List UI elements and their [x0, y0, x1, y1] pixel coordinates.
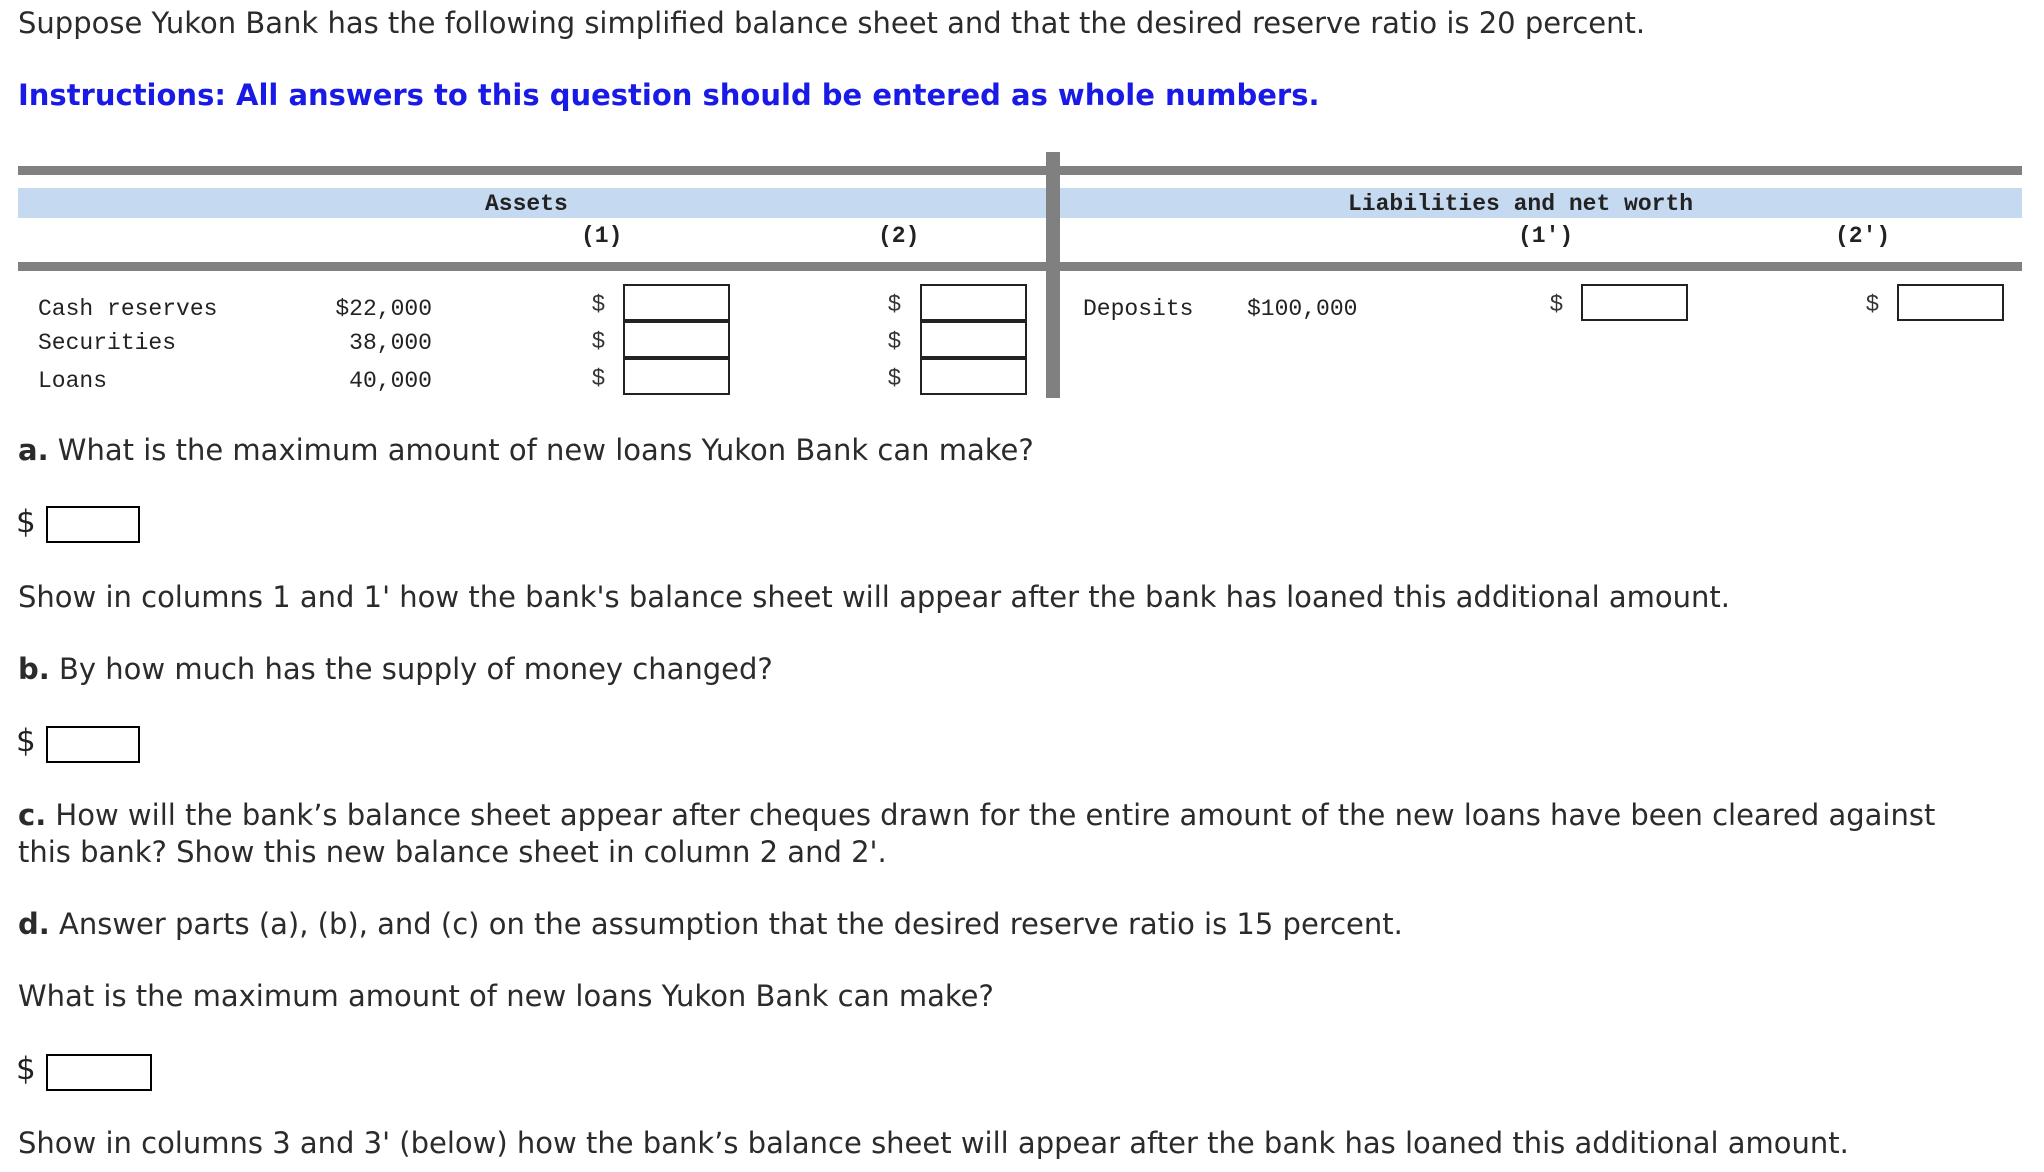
question-c-line2: this bank? Show this new balance sheet in column 2 and 2'. — [18, 835, 887, 869]
answer-d-input[interactable] — [46, 1054, 152, 1091]
currency-sign: $ — [888, 290, 901, 316]
row-label-loans: Loans — [38, 368, 108, 394]
row-value-securities: 38,000 — [349, 330, 432, 356]
row-value-deposits: $100,000 — [1247, 296, 1358, 322]
currency-sign: $ — [1550, 290, 1563, 316]
cash-reserves-col2-input[interactable] — [920, 284, 1027, 321]
header-bottom-border-left — [18, 262, 1046, 271]
loans-col2-input[interactable] — [920, 358, 1027, 395]
question-b — [18, 651, 773, 688]
question-d-sub: What is the maximum amount of new loans Yukon Bank can make? — [18, 979, 994, 1013]
question-d-text: Answer parts (a), (b), and (c) on the assumption that the desired reserve ratio is 15 percent. — [49, 907, 1403, 941]
securities-col2-input[interactable] — [920, 321, 1027, 358]
column-1-prime-header: (1') — [1518, 223, 1574, 249]
loans-col1-input[interactable] — [623, 358, 730, 395]
answer-b-currency: $ — [16, 723, 36, 759]
table-top-border-right — [1060, 166, 2022, 175]
question-b-letter: b. — [18, 652, 50, 686]
answer-a-input[interactable] — [46, 506, 140, 543]
cash-reserves-col1-input[interactable] — [623, 284, 730, 321]
currency-sign: $ — [888, 327, 901, 353]
column-1-header: (1) — [581, 223, 623, 249]
liabilities-header: Liabilities and net worth — [1348, 191, 1694, 217]
intro-text: Suppose Yukon Bank has the following simplified balance sheet and that the desired reserve ratio is 20 percent. — [18, 6, 1646, 40]
row-label-deposits: Deposits — [1083, 296, 1194, 322]
column-2-prime-header: (2') — [1835, 223, 1891, 249]
question-a — [18, 432, 1034, 469]
answer-b-input[interactable] — [46, 726, 140, 763]
table-center-divider — [1046, 152, 1060, 398]
question-a-letter: a. — [18, 433, 49, 467]
answer-a-currency: $ — [16, 504, 36, 540]
question-c-text-line1: How will the bank’s balance sheet appear after cheques drawn for the entire amount of the new loans have been cleared against — [46, 798, 1936, 832]
question-c-letter: c. — [18, 798, 47, 832]
deposits-col1p-input[interactable] — [1581, 284, 1688, 321]
currency-sign: $ — [592, 290, 605, 316]
row-value-loans: 40,000 — [349, 368, 432, 394]
question-d — [18, 906, 1403, 943]
row-label-securities: Securities — [38, 330, 177, 356]
question-b-text: By how much has the supply of money changed? — [49, 652, 773, 686]
show-columns-3-text: Show in columns 3 and 3' (below) how the bank’s balance sheet will appear after the bank has loaned this additional amount. — [18, 1126, 1849, 1160]
column-2-header: (2) — [878, 223, 920, 249]
currency-sign: $ — [592, 364, 605, 390]
deposits-col2p-input[interactable] — [1897, 284, 2004, 321]
row-value-cash-reserves: $22,000 — [335, 296, 432, 322]
table-top-border-left — [18, 166, 1046, 175]
currency-sign: $ — [592, 327, 605, 353]
answer-d-currency: $ — [16, 1051, 36, 1087]
question-c — [18, 797, 1935, 834]
question-d-letter: d. — [18, 907, 50, 941]
securities-col1-input[interactable] — [623, 321, 730, 358]
header-bottom-border-right — [1060, 262, 2022, 271]
instructions-text: Instructions: All answers to this question should be entered as whole numbers. — [18, 78, 1320, 112]
question-a-text: What is the maximum amount of new loans Yukon Bank can make? — [48, 433, 1034, 467]
row-label-cash-reserves: Cash reserves — [38, 296, 218, 322]
assets-header: Assets — [485, 191, 568, 217]
currency-sign: $ — [888, 364, 901, 390]
show-columns-1-text: Show in columns 1 and 1' how the bank's balance sheet will appear after the bank has loaned this additional amount. — [18, 580, 1731, 614]
currency-sign: $ — [1866, 290, 1879, 316]
